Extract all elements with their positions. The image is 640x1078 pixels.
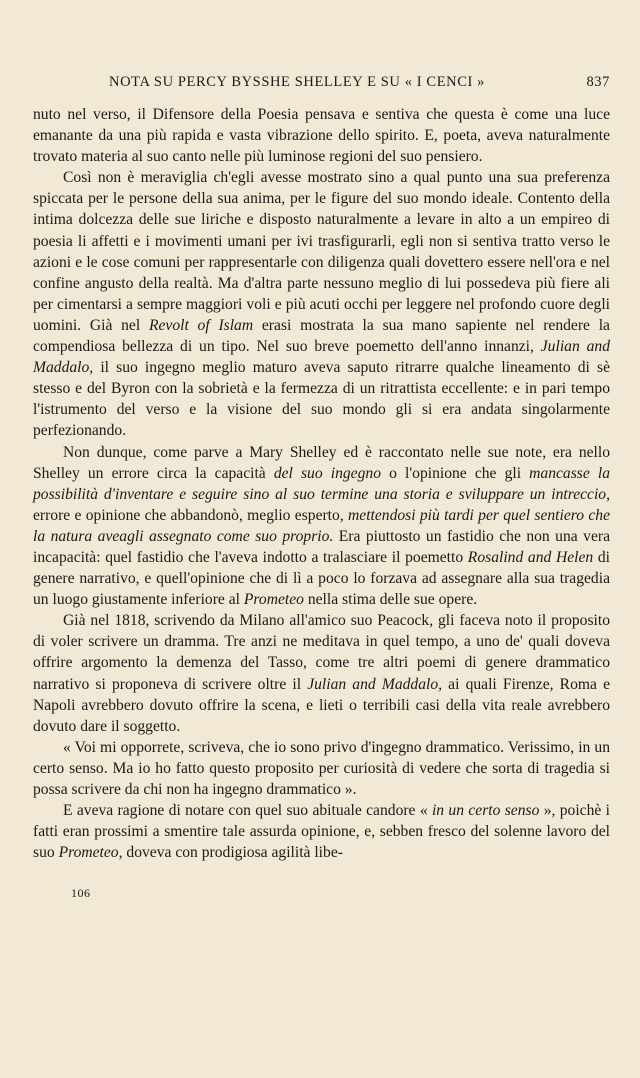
text-run: Era piuttosto un fastidio che non una vera incapacità: quel fastidio che l'aveva indotto a tralasciare il poemetto — [33, 527, 610, 566]
paragraph — [33, 800, 610, 863]
text-run: », poichè i fatti eran prossimi a smentire tale assurda opinione, e, sebben fresco del solenne lavoro del suo — [33, 802, 610, 862]
text-run: nuto nel verso, il Difensore della Poesia pensava e sentiva che questa è come una luce emanante da una più rapida e vasta vibrazione dello spirito. E, poeta, aveva naturalmente trovato materia al suo canto nelle più luminose regioni del suo pensiero. — [33, 106, 610, 166]
paragraph — [33, 167, 610, 441]
text-run: « Voi mi opporrete, scriveva, che io sono privo d'ingegno drammatico. Verissimo, in un certo senso. Ma io ho fatto questo proposito per curiosità di vedere che sorta di tragedia si possa scrivere da chi non ha ingegno drammatico ». — [33, 738, 610, 798]
italic-title: mancasse la possibilità d'inventare e seguire sino al suo termine una storia e sviluppare un intreccio, — [33, 464, 611, 503]
text-run: o l'opinione che gli — [381, 464, 530, 482]
italic-title: Prometeo — [243, 591, 304, 609]
text-run: Non dunque, come parve a Mary Shelley ed è raccontato nelle sue note, era nello Shelley un errore circa la capacità — [33, 443, 610, 482]
text-run: di genere narrativo, e quell'opinione che di lì a poco lo forzava ad assegnare alla sua tragedia un luogo giustamente inferiore al — [33, 548, 610, 609]
text-run: errore e opinione che abbandonò, meglio esperto, — [33, 506, 349, 524]
text-run: Già nel 1818, scrivendo da Milano all'amico suo Peacock, gli faceva noto il proposito di voler scrivere un dramma. Tre anzi ne meditava in quel tempo, a uno de' quali doveva offrire argomento la demenza del Tasso, come tre altri poemi di genere drammatico narrativo si proponeva di scrivere oltre il — [33, 612, 610, 693]
paragraph — [33, 610, 610, 737]
italic-title: in un certo senso — [431, 802, 540, 820]
running-title: NOTA SU PERCY BYSSHE SHELLEY E SU « I CENCI » — [109, 74, 486, 90]
text-run: E aveva ragione di notare con quel suo abituale candore « — [63, 802, 432, 820]
text-run: erasi mostrata la sua mano sapiente nel rendere la compendiosa bellezza di un tipo. Nel suo breve poemetto dell'anno innanzi, — [33, 316, 610, 356]
italic-title: Rosalind and Helen — [467, 548, 594, 566]
text-run: nella stima delle sue opere. — [303, 591, 478, 609]
italic-title: Prometeo, — [58, 844, 123, 862]
paragraph — [33, 442, 610, 611]
italic-title: Revolt of Islam — [148, 316, 254, 334]
body-text — [33, 104, 610, 863]
signature-mark: 106 — [71, 886, 91, 900]
italic-title: Julian and Maddalo, — [307, 675, 443, 693]
text-run: doveva con prodigiosa agilità libe- — [122, 844, 343, 862]
page-number: 837 — [586, 74, 610, 90]
text-run: ai quali Firenze, Roma e Napoli avrebbero dovuto offrire la scena, e lieti o terribili casi della vita reale avrebbero dovuto dare il soggetto. — [33, 675, 610, 735]
text-run: il suo ingegno meglio maturo aveva saputo ritrarre qualche lineamento di sè stesso e del Byron con la sobrietà e la fermezza di un ritrattista eccellente: e in pari tempo l'istrumento del verso e la visione del suo mondo gli si era andata singolarmente perfezionando. — [33, 359, 610, 440]
paragraph — [33, 737, 610, 800]
text-run: Così non è meraviglia ch'egli avesse mostrato sino a qual punto una sua preferenza spiccata per le persone della sua anima, per le figure del suo mondo ideale. Contento della intima dolcezza delle sue liriche e disposto naturalmente a levare in alto a un empireo di poesia li affetti e i movimenti umani per ivi trasfigurarli, egli non si sentiva tratto verso le azioni e le cose comuni per rappresentarle con diligenza quali dovettero essere nell'ora e nel confine angusto della realtà. Ma d'altra parte nessuno meglio di lui possedeva più fiere ali per cimentarsi a sempre maggiori voli e più acuti occhi per leggere nel profondo cuore degli uomini. Già nel — [33, 169, 610, 334]
italic-title: del suo ingegno — [273, 464, 381, 482]
italic-title: mettendosi più tardi per quel sentiero che la natura aveagli assegnato come suo proprio. — [33, 506, 610, 545]
paragraph — [33, 104, 610, 167]
italic-title: Julian and Maddalo, — [33, 338, 610, 377]
